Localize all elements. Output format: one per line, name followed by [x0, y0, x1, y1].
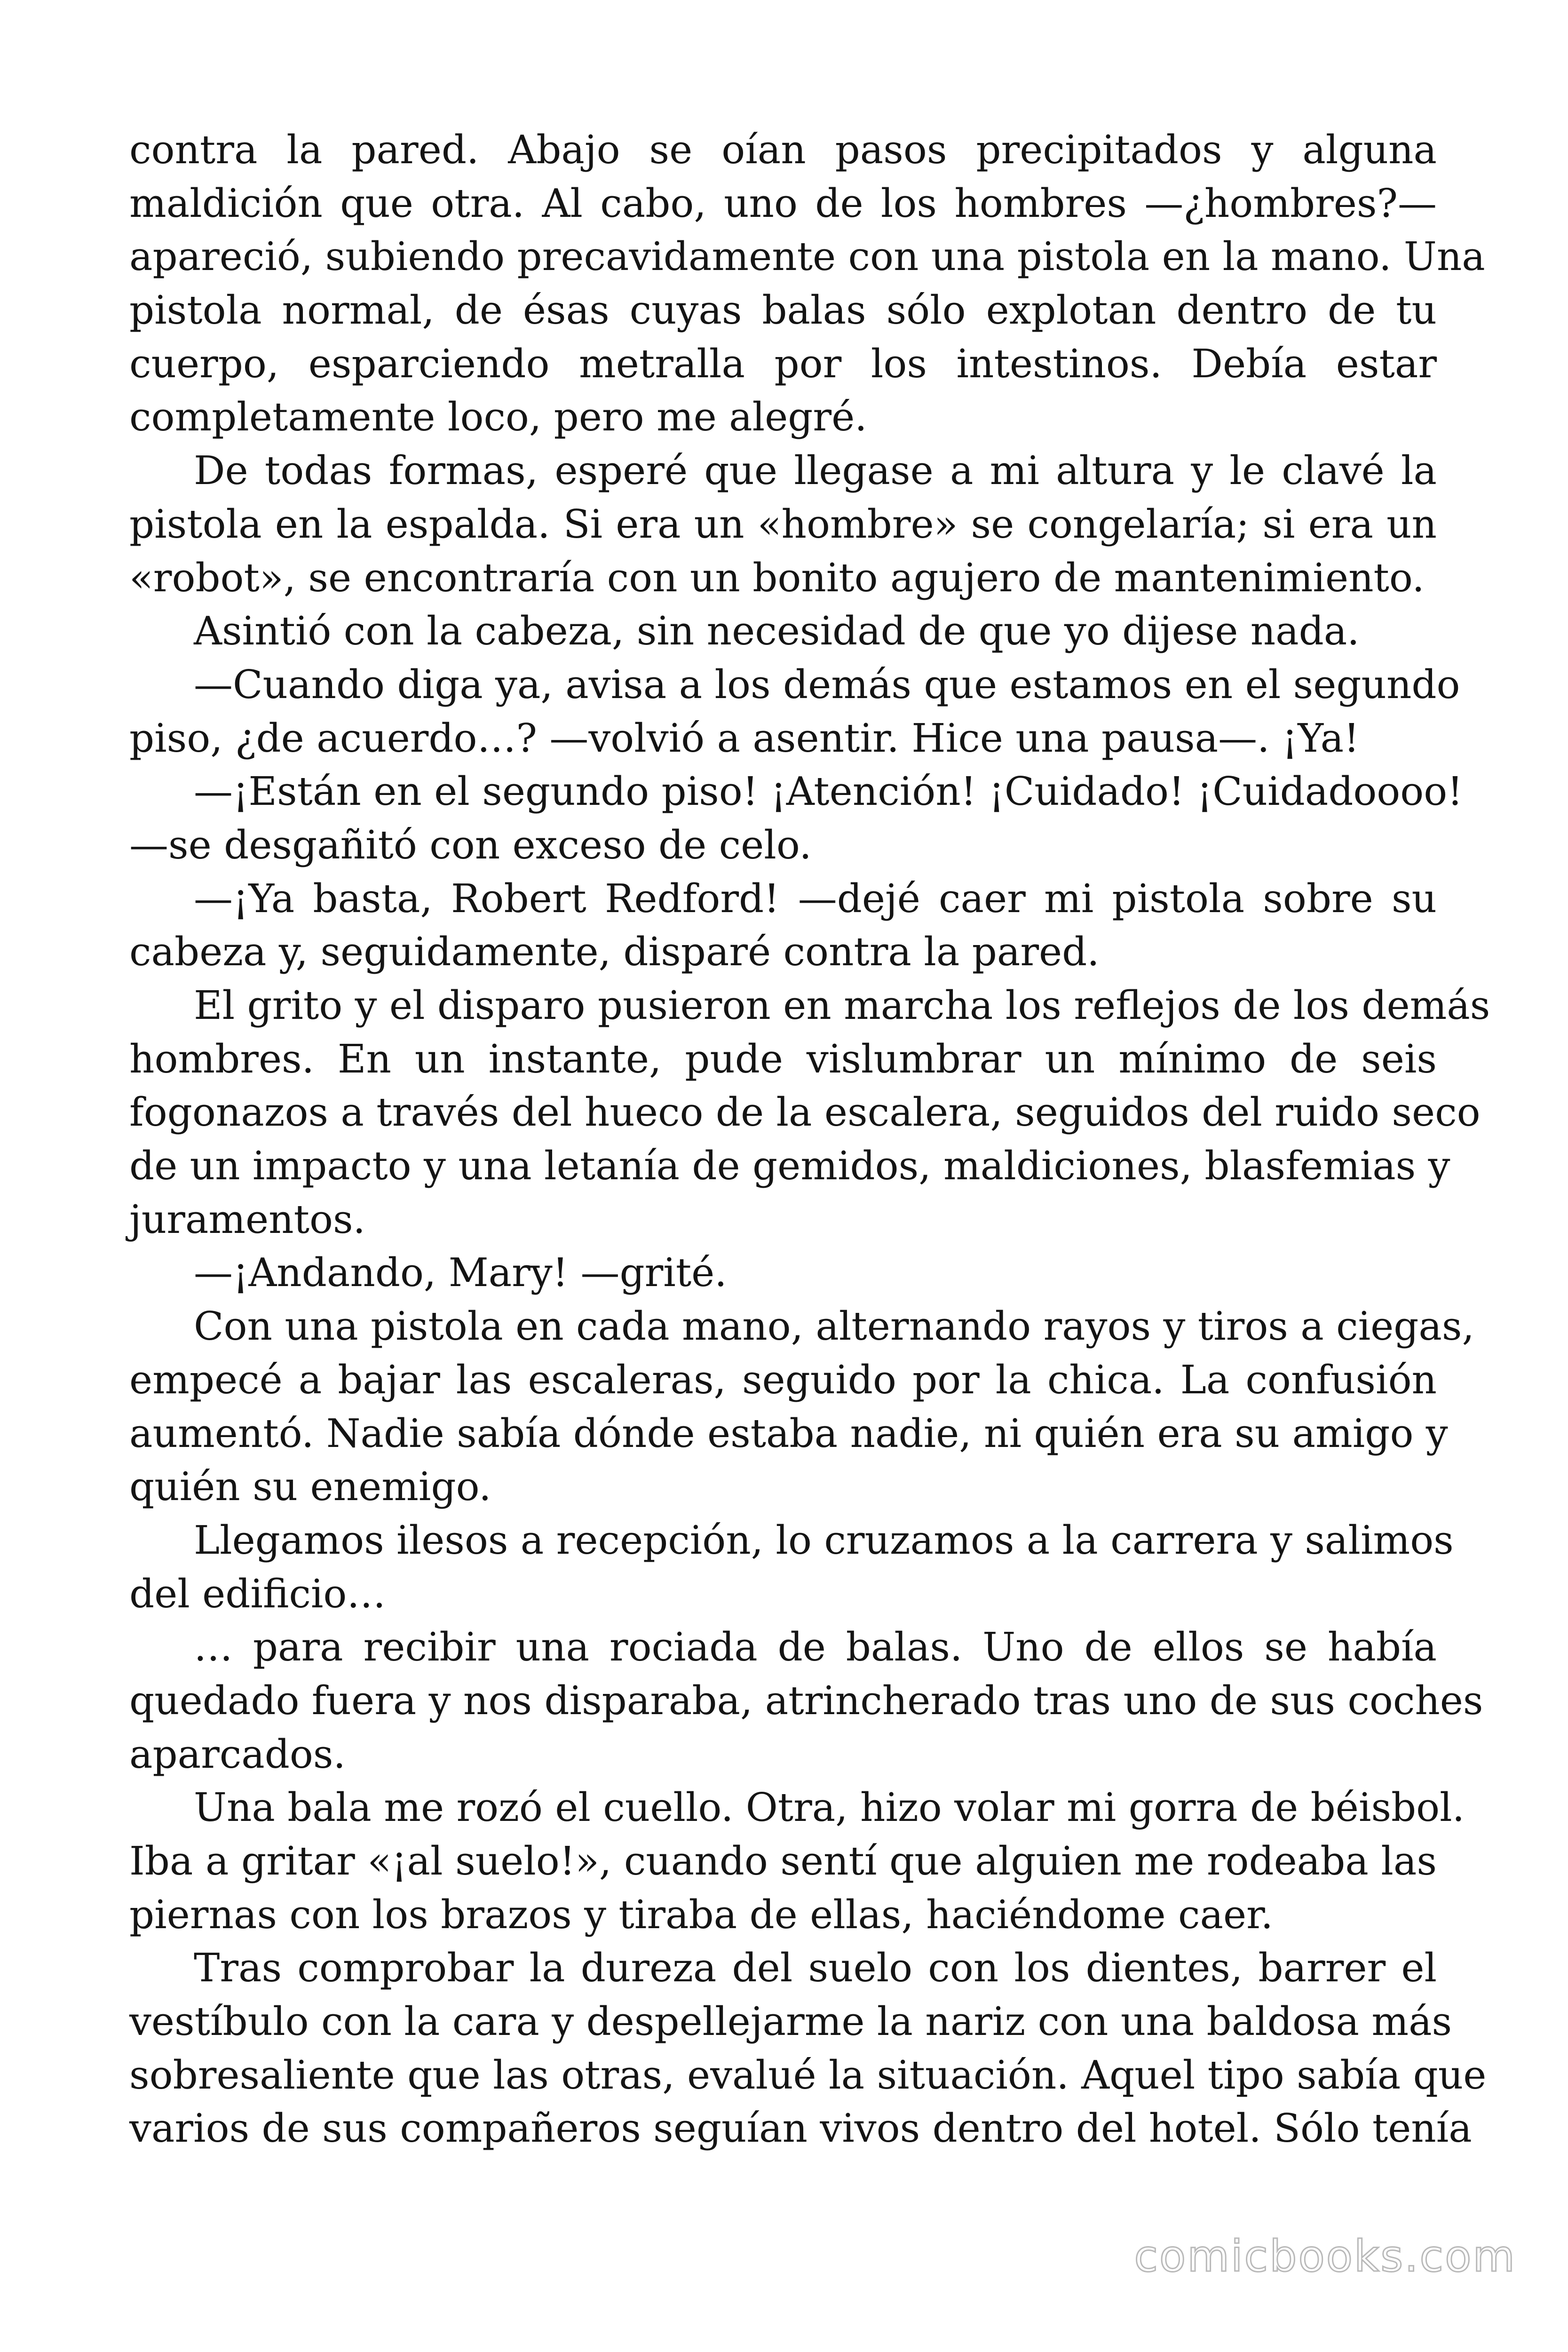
text-line: quién su enemigo. — [129, 1464, 491, 1510]
paragraph — [129, 979, 1490, 1246]
text-line: Tras comprobar la dureza del suelo con los dientes, barrer el — [194, 1945, 1437, 1991]
text-line: del edificio… — [129, 1571, 386, 1617]
text-line: Iba a gritar «¡al suelo!», cuando sentí que alguien me rodeaba las — [129, 1838, 1437, 1884]
text-line: Una bala me rozó el cuello. Otra, hizo volar mi gorra de béisbol. — [194, 1785, 1465, 1831]
text-line: de un impacto y una letanía de gemidos, maldiciones, blasfemias y — [129, 1143, 1450, 1189]
text-line: apareció, subiendo precavidamente con una pistola en la mano. Una — [129, 234, 1485, 280]
paragraph — [129, 872, 1437, 979]
paragraph — [129, 123, 1485, 444]
text-line: hombres. En un instante, pude vislumbrar un mínimo de seis — [129, 1036, 1437, 1082]
paragraph — [129, 1246, 1437, 1300]
text-line: Con una pistola en cada mano, alternando rayos y tiros a ciegas, — [194, 1303, 1474, 1350]
paragraph — [129, 1300, 1474, 1514]
text-line: quedado fuera y nos disparaba, atrincherado tras uno de sus coches — [129, 1677, 1483, 1724]
text-line: —¡Andando, Mary! —grité. — [194, 1250, 727, 1296]
text-line: cabeza y, seguidamente, disparé contra la pared. — [129, 929, 1100, 975]
text-line: juramentos. — [129, 1196, 365, 1242]
text-line: —¡Ya basta, Robert Redford! —dejé caer mi pistola sobre su — [194, 875, 1437, 922]
text-line: —¡Están en el segundo piso! ¡Atención! ¡Cuidado! ¡Cuidadoooo! — [194, 769, 1463, 815]
text-line: piso, ¿de acuerdo…? —volvió a asentir. Hice una pausa—. ¡Ya! — [129, 715, 1360, 761]
paragraph — [129, 1621, 1483, 1781]
text-line: empecé a bajar las escaleras, seguido por la chica. La confusión — [129, 1357, 1437, 1403]
paragraph — [129, 604, 1437, 658]
paragraph — [129, 658, 1460, 765]
text-line: De todas formas, esperé que llegase a mi altura y le clavé la — [194, 448, 1437, 494]
text-line: Llegamos ilesos a recepción, lo cruzamos a la carrera y salimos — [194, 1517, 1454, 1563]
text-line: piernas con los brazos y tiraba de ellas, haciéndome caer. — [129, 1891, 1274, 1938]
text-line: fogonazos a través del hueco de la escalera, seguidos del ruido seco — [129, 1089, 1481, 1136]
text-line: aparcados. — [129, 1731, 346, 1777]
page-body-text — [129, 123, 1490, 2155]
text-line: maldición que otra. Al cabo, uno de los hombres —¿hombres?— — [129, 180, 1437, 226]
text-line: sobresaliente que las otras, evalué la situación. Aquel tipo sabía que — [129, 2052, 1487, 2098]
text-line: contra la pared. Abajo se oían pasos precipitados y alguna — [129, 127, 1437, 173]
text-line: cuerpo, esparciendo metralla por los intestinos. Debía estar — [129, 341, 1437, 387]
text-line: —se desgañitó con exceso de celo. — [129, 822, 812, 868]
text-line: … para recibir una rociada de balas. Uno de ellos se había — [194, 1624, 1437, 1670]
text-line: varios de sus compañeros seguían vivos dentro del hotel. Sólo tenía — [129, 2106, 1472, 2152]
watermark: comicbooks.com — [1134, 2231, 1516, 2281]
text-line: completamente loco, pero me alegré. — [129, 394, 867, 440]
paragraph — [129, 444, 1437, 604]
paragraph — [129, 1514, 1454, 1621]
text-line: aumentó. Nadie sabía dónde estaba nadie, ni quién era su amigo y — [129, 1410, 1448, 1456]
paragraph — [129, 765, 1463, 872]
text-line: Asintió con la cabeza, sin necesidad de que yo dijese nada. — [194, 608, 1360, 654]
text-line: pistola normal, de ésas cuyas balas sólo explotan dentro de tu — [129, 287, 1437, 334]
paragraph — [129, 1941, 1487, 2155]
text-line: —Cuando diga ya, avisa a los demás que estamos en el segundo — [194, 661, 1460, 707]
paragraph — [129, 1781, 1465, 1941]
text-line: pistola en la espalda. Si era un «hombre» se congelaría; si era un — [129, 501, 1437, 547]
text-line: vestíbulo con la cara y despellejarme la nariz con una baldosa más — [129, 1999, 1452, 2045]
text-line: El grito y el disparo pusieron en marcha los reflejos de los demás — [194, 983, 1490, 1028]
text-line: «robot», se encontraría con un bonito agujero de mantenimiento. — [129, 555, 1425, 601]
